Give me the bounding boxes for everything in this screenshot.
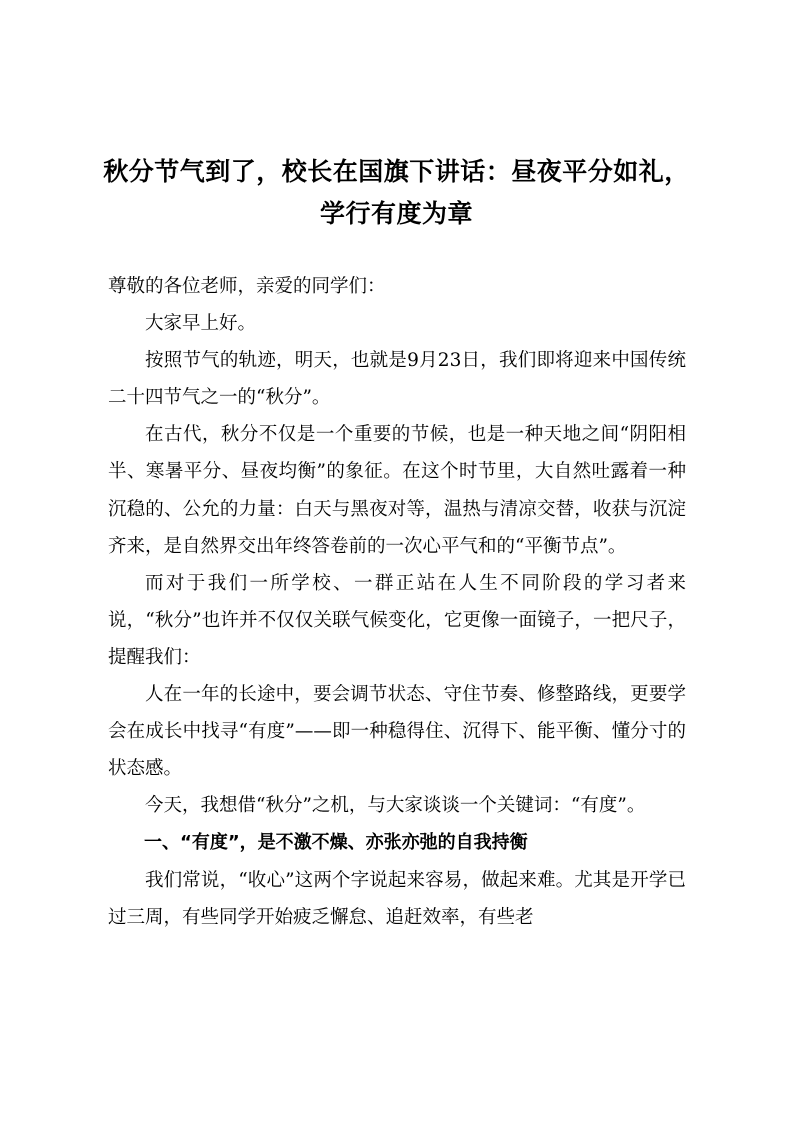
document-title	[100, 151, 693, 235]
greeting: 大家早上好。	[145, 313, 257, 335]
paragraph-school-meaning: 而对于我们一所学校、一群正站在人生不同阶段的学习者来说，“秋分”也许并不仅仅关联气候变化，它更像一面镜子，一把尺子，提醒我们：	[108, 572, 686, 668]
section-paragraph: 我们常说，“收心”这两个字说起来容易，做起来难。尤其是开学已过三周，有些同学开始疲乏懈怠、追赶效率，有些老	[108, 869, 686, 928]
document-body	[108, 268, 686, 936]
title-line-2: 学行有度为章	[319, 199, 473, 228]
title-line-1: 秋分节气到了，校长在国旗下讲话：昼夜平分如礼，	[103, 157, 690, 186]
paragraph-keyword: 今天，我想借“秋分”之机，与大家谈谈一个关键词：“有度”。	[145, 795, 646, 817]
section-heading: 一、“有度”，是不激不燥、亦张亦弛的自我持衡	[144, 832, 528, 854]
paragraph-solar-term: 按照节气的轨迹，明天，也就是9月23日，我们即将迎来中国传统二十四节气之一的“秋分”。	[108, 350, 686, 409]
paragraph-balance: 人在一年的长途中，要会调节状态、守住节奏、修整路线，更要学会在成长中找寻“有度”——即一种稳得住、沉得下、能平衡、懂分寸的状态感。	[108, 684, 686, 780]
salutation: 尊敬的各位老师，亲爱的同学们：	[108, 276, 386, 297]
paragraph-ancient-meaning: 在古代，秋分不仅是一个重要的节候，也是一种天地之间“阴阳相半、寒暑平分、昼夜均衡”的象征。在这个时节里，大自然吐露着一种沉稳的、公允的力量：白天与黑夜对等，温热与清凉交替，收获与沉淀齐来，是自然界交出年终答卷前的一次心平气和的“平衡节点”。	[108, 424, 686, 557]
